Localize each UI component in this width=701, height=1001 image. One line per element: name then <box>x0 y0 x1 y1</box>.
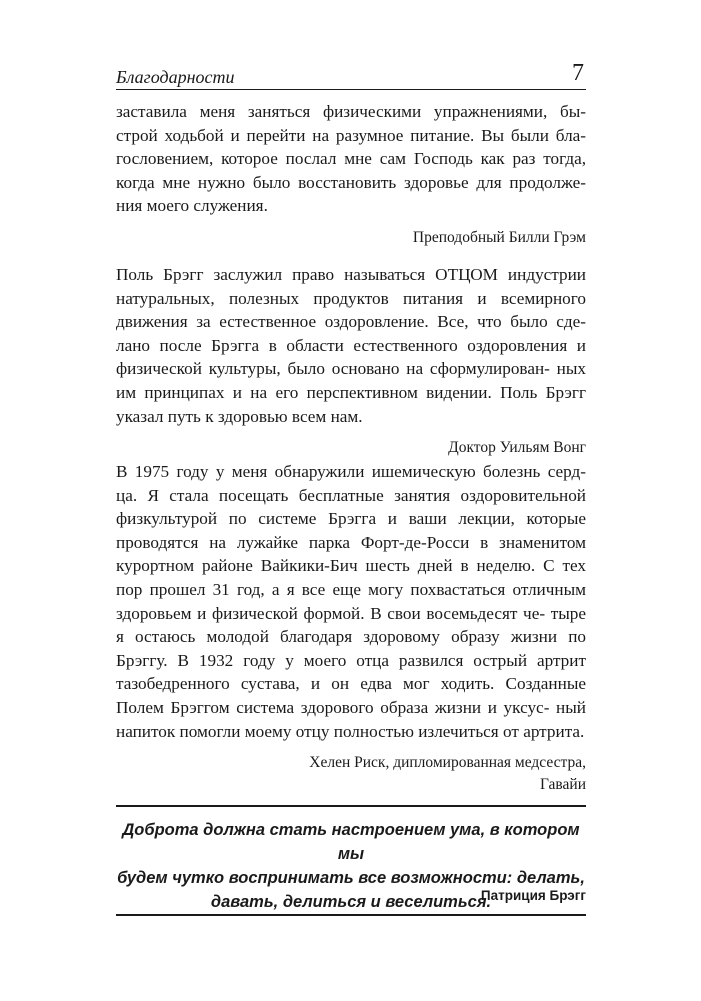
quote-top-rule <box>116 805 586 807</box>
signature-line: Преподобный Билли Грэм <box>412 228 586 246</box>
text-line: движения за естественное оздоровление. Все, что было сде- <box>116 312 586 332</box>
text-line: Поль Брэгг заслужил право называться ОТЦОМ индустрии <box>116 265 586 284</box>
testimonial-wong <box>116 263 586 459</box>
quote-author: Патриция Брэгг <box>480 888 586 903</box>
text-line: курортном районе Вайкики-Бич шесть дней в неделю. С тех <box>116 556 586 576</box>
testimonial-text <box>116 263 586 428</box>
text-line: пор прошел 31 год, а я все еще могу похвастаться отличным <box>116 579 586 599</box>
signature-line: Хелен Риск, дипломированная медсестра, <box>309 754 586 772</box>
text-line: тазобедренного сустава, и он едва мог ходить. Созданные <box>116 674 586 694</box>
text-line: по Брэггу. В 1932 году у моего отца развился острый артрит <box>116 627 586 670</box>
text-line: строй ходьбой и перейти на разумное питание. Вы были бла- <box>116 125 586 145</box>
text-line: проводятся на лужайке парка Форт-де-Росси в знаменитом <box>116 532 586 552</box>
testimonial-signature <box>116 437 586 459</box>
running-header <box>116 60 586 90</box>
testimonial-risk <box>116 460 586 796</box>
text-line: от артрита. <box>503 721 585 741</box>
text-line: когда мне нужно было восстановить здоровье для продолже- <box>116 172 586 192</box>
text-line: Брэгг указал путь к здоровью всем нам. <box>116 382 586 426</box>
testimonial-signature <box>116 752 586 796</box>
text-line: тыре я остаюсь молодой благодаря здоровому образу жизни <box>116 603 587 647</box>
page-number: 7 <box>572 60 584 86</box>
text-line: ный напиток помогли моему отцу полностью излечиться <box>116 697 586 741</box>
testimonial-text <box>116 100 586 218</box>
quote-line: давать, делиться и веселиться. <box>210 893 492 911</box>
testimonial-graham <box>116 100 586 249</box>
signature-line: Гавайи <box>539 776 586 794</box>
text-line: физкультурой по системе Брэгга и ваши лекции, которые <box>116 509 586 529</box>
text-line: ния моего служения. <box>116 196 268 216</box>
text-line: лано после Брэгга в области естественного оздоровления <box>116 335 568 355</box>
text-line: заставила меня заняться физическими упражнениями, бы- <box>116 102 586 121</box>
text-line: ца. Я стала посещать бесплатные занятия оздоровительной <box>116 485 586 505</box>
text-line: гословением, которое послал мне сам Господь как раз тогда, <box>116 149 586 169</box>
testimonial-signature <box>116 227 586 249</box>
signature-line: Доктор Уильям Вонг <box>448 439 586 457</box>
header-divider <box>116 89 586 90</box>
running-header-title: Благодарности <box>116 67 235 87</box>
testimonial-text <box>116 460 586 743</box>
quote-line: будем чутко воспринимать все возможности: делать, <box>117 869 585 887</box>
text-line: Полем Брэггом система здорового образа жизни и уксус- <box>116 697 550 717</box>
quote-line: Доброта должна стать настроением ума, в котором мы <box>122 821 580 863</box>
text-line: ных им принципах и на его перспективном видении. Поль <box>116 359 586 402</box>
text-line: В 1975 году у меня обнаружили ишемическую болезнь серд- <box>116 462 586 481</box>
text-line: здоровьем и физической формой. В свои восемьдесят че- <box>116 603 546 623</box>
text-line: натуральных, полезных продуктов питания и всемирного <box>116 288 586 308</box>
quote-bottom-rule <box>116 914 586 916</box>
text-line: и физической культуры, было основано на сформулирован- <box>116 335 586 379</box>
